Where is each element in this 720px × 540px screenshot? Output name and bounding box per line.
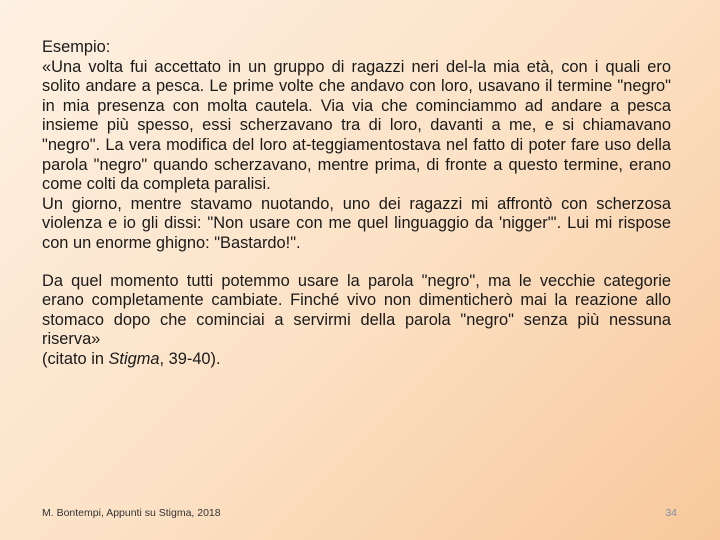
footer-author: M. Bontempi, Appunti su Stigma, 2018 xyxy=(42,507,221,519)
citation-prefix: (citato in xyxy=(42,349,109,368)
paragraph-spacer xyxy=(42,254,671,272)
citation xyxy=(42,350,671,370)
quote-paragraph-2: Un giorno, mentre stavamo nuotando, uno dei ragazzi mi affrontò con scherzosa violenza e io gli dissi: "Non usare con me quel linguaggio da 'nigger"'. Lui mi rispose con un enorme ghigno: "Bastardo!". xyxy=(42,194,671,252)
slide-heading: Esempio: xyxy=(42,38,111,56)
slide-body xyxy=(42,38,671,370)
quote-paragraph-1: «Una volta fui accettato in un gruppo di ragazzi neri del-la mia età, con i quali ero solito andare a pesca. Le prime volte che andavo con loro, usavano il termine "negro" in mia presenza con molta cautela. Via via che cominciammo ad andare a pesca insieme più spesso, essi scherzavano tra di loro, davanti a me, e si chiamavano "negro". La vera modifica del loro at-teggiamentostava nel fatto di poter fare uso della parola "negro" quando scherzavano, mentre prima, di fronte a questo termine, erano come colti da completa paralisi. xyxy=(42,57,671,194)
citation-suffix: , 39-40). xyxy=(159,349,221,368)
citation-title: Stigma xyxy=(108,349,160,368)
quote-paragraph-3: Da quel momento tutti potemmo usare la parola "negro", ma le vecchie categorie erano completamente cambiate. Finché vivo non dimenticherò mai la reazione allo stomaco dopo che cominciai a servirmi della parola "negro" senza più nessuna riserva» xyxy=(42,271,671,349)
page-number: 34 xyxy=(665,507,677,519)
